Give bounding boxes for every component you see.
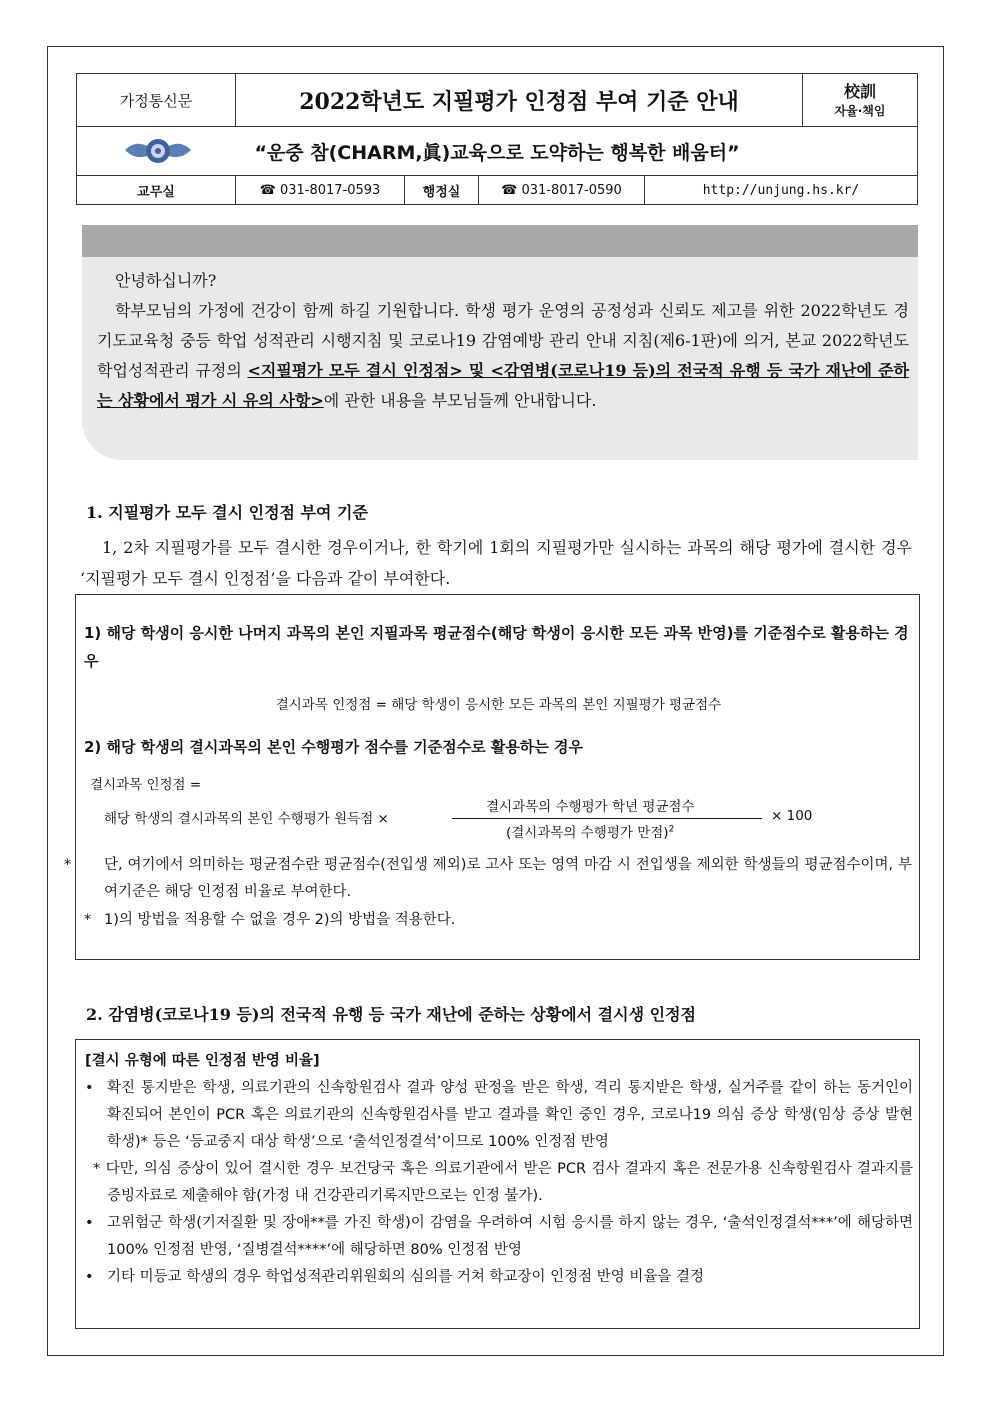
box2-title: [결시 유형에 따른 인정점 반영 비율] [85,1053,320,1069]
office1-label: 교무실 [77,176,236,205]
intro-paragraph: 학부모님의 가정에 건강이 함께 하길 기원합니다. 학생 평가 운영의 공정성과 신뢰도 제고를 위한 2022학년도 경기도교육청 중등 학업 성적관리 시행지침 및 코로나19 감염예방 관리 안내 지침(제6-1판)에 의거, 본교 2022학년도 학업성적관리 규정의 <지필평가 모두 결시 인정점> 및 <감염병(코로나19 등)의 전국적 유행 등 국가 재난에 준하는 상황에서 평가 시 유의 사항>에 관한 내용을 부모님들께 안내합니다. [97,301,909,410]
motto-value: 자율·책임 [834,103,886,118]
greeting: 안녕하십니까? [115,271,217,290]
intro-underlined-topics: <지필평가 모두 결시 인정점> 및 <감염병(코로나19 등)의 전국적 유행 등 국가 재난에 준하는 상황에서 평가 시 유의 사항> [97,361,909,410]
method2-term: 해당 학생의 결시과목의 본인 수행평가 원득점 × [104,811,389,827]
fraction-line [452,818,762,819]
section1-box [64,594,920,960]
motto-heading: 校訓 [843,82,876,102]
method1-formula: 결시과목 인정점 = 해당 학생이 응시한 모든 과목의 본인 지필평가 평균점수 [275,697,722,713]
note-2: * 1)의 방법을 적용할 수 없을 경우 2)의 방법을 적용한다. [84,912,456,928]
section1-heading: 1. 지필평가 모두 결시 인정점 부여 기준 [86,503,368,522]
document-title: 2022학년도 지필평가 인정점 부여 기준 안내 [236,74,803,127]
doc-type-label: 가정통신문 [77,74,236,127]
method2-multiplier: × 100 [771,808,813,824]
intro-banner-bar [82,225,918,257]
office2-phone: ☎ 031-8017-0590 [479,176,645,205]
bullet-1: • 확진 통지받은 학생, 의료기관의 신속항원검사 결과 양성 판정을 받은 학생, 격리 통지받은 학생, 실거주를 같이 하는 동거인이 확진되어 본인이 PCR 혹은 의료기관의 신속항원검사를 받고 결과를 확인 중인 경우, 코로나19 의심 증상 학생(임상 증상 발현 학생)* 등은 ‘등교중지 대상 학생’으로 ‘출석인정결석’이므로 100% 인정점 반영 [85,1080,913,1150]
school-motto-cell [802,74,917,127]
school-slogan: “운중 참(CHARM,眞)교육으로 도약하는 행복한 배움터” [77,127,918,176]
header-table [76,73,918,205]
office2-label: 행정실 [405,176,479,205]
method2-denominator: (결시과목의 수행평가 만점)$^2$ [506,824,675,841]
section2-box [75,1039,920,1329]
bullet-3: • 기타 미등교 학생의 경우 학업성적관리위원회의 심의를 거쳐 학교장이 인정점 반영 비율을 결정 [85,1269,704,1285]
intro-text [97,266,909,416]
method2-numerator: 결시과목의 수행평가 학년 평균점수 [486,799,695,815]
section1-text: 1, 2차 지필평가를 모두 결시한 경우이거나, 한 학기에 1회의 지필평가만 실시하는 과목의 해당 평가에 결시한 경우 ‘지필평가 모두 결시 인정점’을 다음과 같이 부여한다. [80,538,912,588]
method1-heading: 1) 해당 학생이 응시한 나머지 과목의 본인 지필과목 평균점수(해당 학생이 응시한 모든 과목 반영)를 기준점수로 활용하는 경우 [84,624,909,670]
method2-heading: 2) 해당 학생의 결시과목의 본인 수행평가 점수를 기준점수로 활용하는 경우 [84,738,583,756]
school-emblem-icon [123,136,193,166]
school-website-link[interactable]: http://unjung.hs.kr/ [645,176,918,205]
method2-lhs: 결시과목 인정점 = [90,777,202,793]
section2-heading: 2. 감염병(코로나19 등)의 전국적 유행 등 국가 재난에 준하는 상황에서 결시생 인정점 [86,1005,696,1024]
note-1: * 단, 여기에서 의미하는 평균점수란 평균점수(전입생 제외)로 고사 또는 영역 마감 시 전입생을 제외한 학생들의 평균점수이며, 부여기준은 해당 인정점 비율로 부여한다. [64,857,912,900]
bullet-2: • 고위험군 학생(기저질환 및 장애**를 가진 학생)이 감염을 우려하여 시험 응시를 하지 않는 경우, ‘출석인정결석***’에 해당하면 100% 인정점 반영, ‘질병결석****’에 해당하면 80% 인정점 반영 [85,1215,913,1258]
section2-content [85,1048,913,1291]
subnote-1: * 다만, 의심 증상이 있어 결시한 경우 보건당국 혹은 의료기관에서 받은 PCR 검사 결과지 혹은 전문가용 신속항원검사 결과지를 증빙자료로 제출해야 함(가정 내 건강관리기록지만으로는 인정 불가). [93,1161,913,1204]
office1-phone: ☎ 031-8017-0593 [236,176,405,205]
